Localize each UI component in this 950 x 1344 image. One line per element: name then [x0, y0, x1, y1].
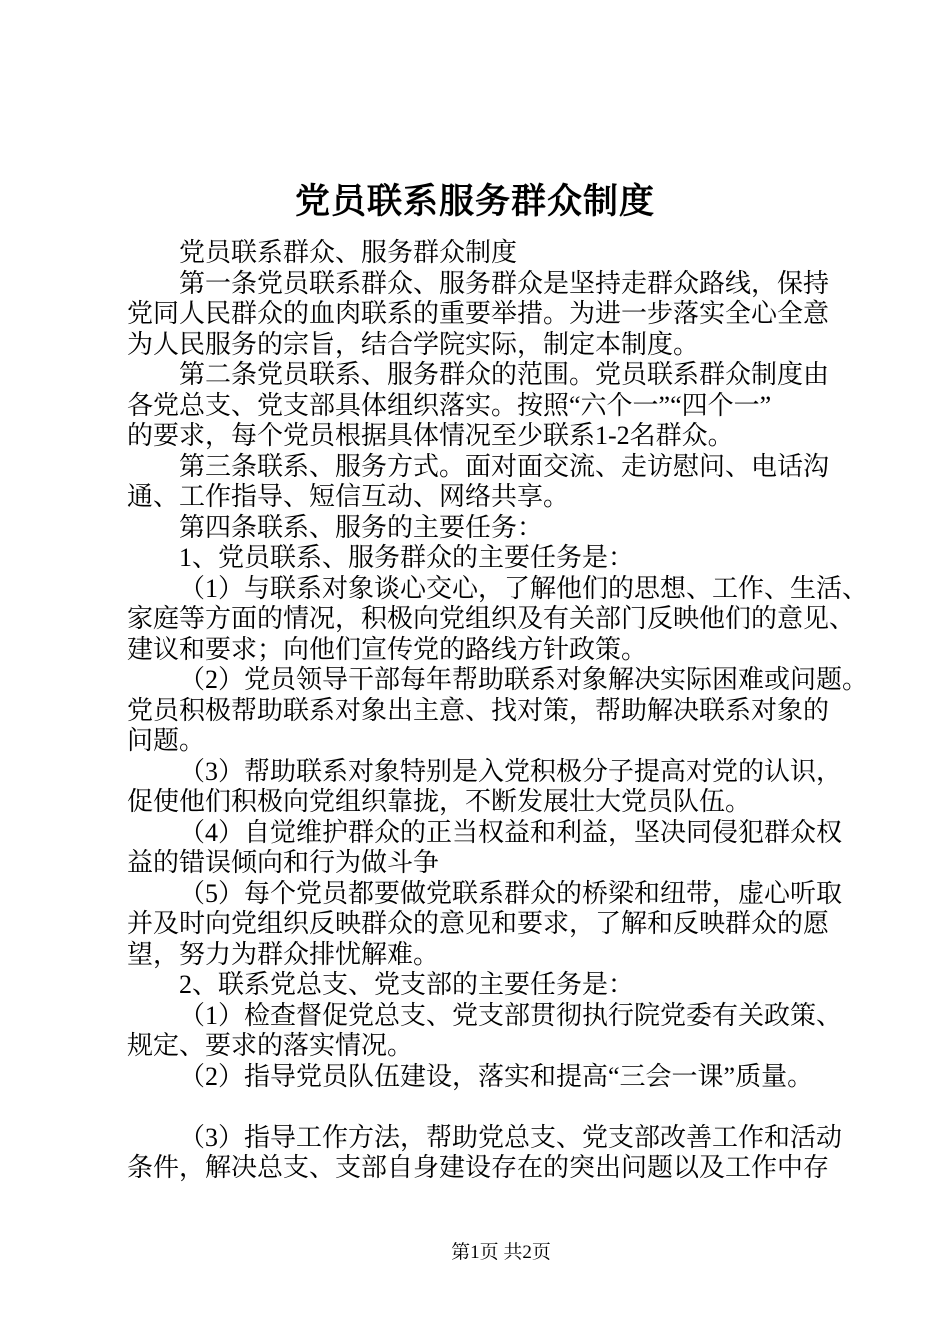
text-line: 问题。	[127, 726, 206, 755]
text-line: 为人民服务的宗旨，结合学院实际，制定本制度。	[127, 329, 700, 359]
text-line: 各党总支、党支部具体组织落实。按照“六个一”“四个一”	[127, 390, 772, 420]
text-line: 第一条党员联系群众、服务群众是坚持走群众路线，保持	[179, 268, 830, 298]
text-line: 1、党员联系、服务群众的主要任务是：	[179, 543, 635, 572]
text-line: 的要求，每个党员根据具体情况至少联系1-2名群众。	[127, 421, 734, 450]
text-line: 益的错误倾向和行为做斗争	[127, 848, 440, 877]
text-line: 2、联系党总支、党支部的主要任务是：	[179, 970, 635, 999]
text-line: 第四条联系、服务的主要任务：	[179, 512, 544, 542]
text-line: 条件，解决总支、支部自身建设存在的突出问题以及工作中存	[127, 1153, 830, 1182]
text-line: 望，努力为群众排忧解难。	[127, 939, 440, 969]
blank-line	[127, 1092, 834, 1123]
text-line: 规定、要求的落实情况。	[127, 1031, 414, 1060]
text-line: （4）自觉维护群众的正当权益和利益，坚决同侵犯群众权	[179, 817, 843, 847]
text-line: 党员联系群众、服务群众制度	[179, 238, 518, 267]
text-line: （2）党员领导干部每年帮助联系对象解决实际困难或问题。	[179, 665, 869, 694]
text-line: 通、工作指导、短信互动、网络共享。	[127, 482, 570, 511]
text-line: （2）指导党员队伍建设，落实和提高“三会一课”质量。	[179, 1061, 814, 1091]
text-line: 家庭等方面的情况，积极向党组织及有关部门反映他们的意见、	[127, 604, 856, 633]
text-line: 促使他们积极向党组织靠拢，不断发展壮大党员队伍。	[127, 787, 752, 816]
text-line: （1）与联系对象谈心交心，了解他们的思想、工作、生活、	[179, 573, 869, 603]
text-line: （3）帮助联系对象特别是入党积极分子提高对党的认识，	[179, 756, 843, 786]
text-line: （1）检查督促党总支、党支部贯彻执行院党委有关政策、	[179, 1000, 843, 1030]
text-line: 第二条党员联系、服务群众的范围。党员联系群众制度由	[179, 360, 830, 389]
text-line: 建议和要求；向他们宣传党的路线方针政策。	[127, 634, 648, 664]
page-footer	[0, 1240, 950, 1266]
text-line: （3）指导工作方法，帮助党总支、党支部改善工作和活动	[179, 1122, 843, 1152]
page-title: 党员联系服务群众制度	[294, 182, 655, 221]
text-line: 并及时向党组织反映群众的意见和要求，了解和反映群众的愿	[127, 909, 830, 938]
text-line: 党员积极帮助联系对象出主意、找对策，帮助解决联系对象的	[127, 695, 830, 725]
document-body	[127, 238, 869, 1184]
page-number-indicator: 第1页 共2页	[451, 1242, 551, 1263]
text-line: 第三条联系、服务方式。面对面交流、走访慰问、电话沟	[179, 451, 830, 481]
text-line: （5）每个党员都要做党联系群众的桥梁和纽带，虚心听取	[179, 878, 843, 908]
text-line: 党同人民群众的血肉联系的重要举措。为进一步落实全心全意	[127, 299, 830, 328]
